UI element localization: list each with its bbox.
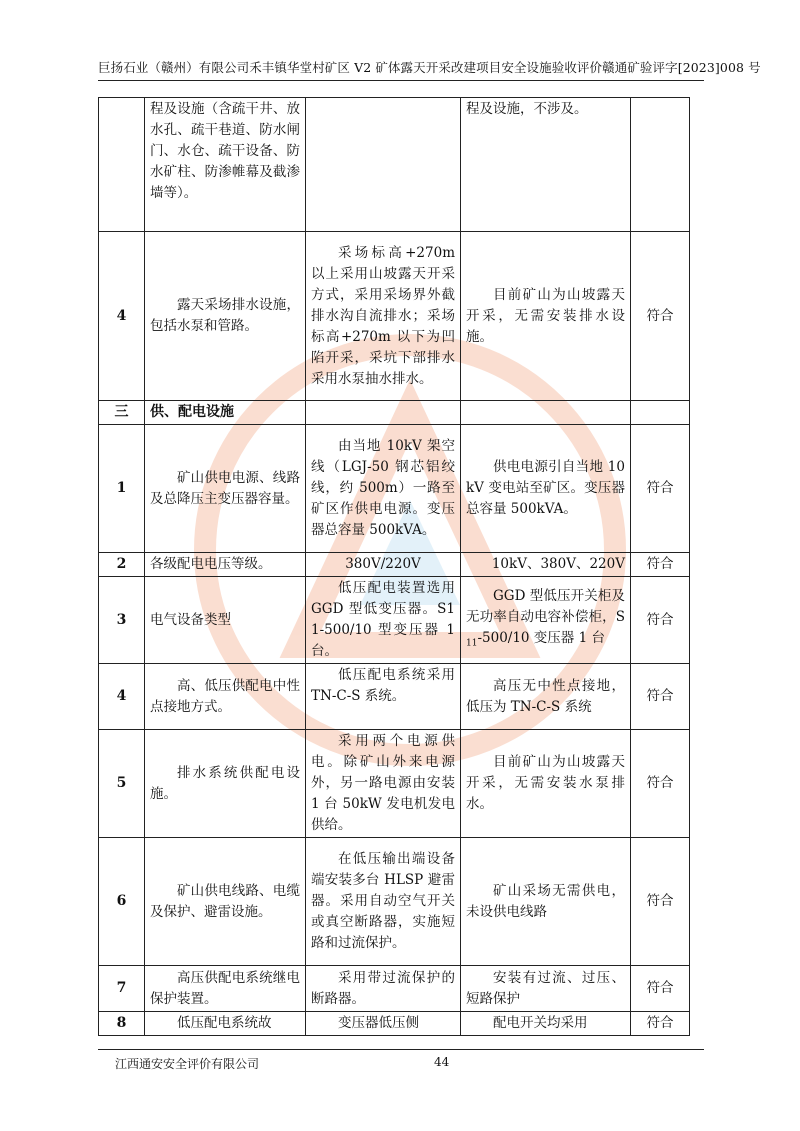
- table-row: [99, 664, 690, 730]
- model-subscript: 11: [466, 638, 478, 649]
- actual-status-text: -500/10 变压器 1 台: [477, 629, 605, 646]
- actual-status: 安装有过流、过压、短路保护: [461, 966, 631, 1012]
- actual-status: 目前矿山为山坡露天开采，无需安装水泵排水。: [461, 730, 631, 838]
- design-requirement: 由当地 10kV 架空线（LGJ-50 钢芯铝绞线，约 500m）一路至矿区作供电电源。变压器总容量 500kVA。: [306, 425, 461, 553]
- section-row: [99, 401, 690, 425]
- header-divider: [98, 80, 704, 81]
- row-number: 8: [99, 1012, 145, 1036]
- conclusion: 符合: [631, 553, 690, 577]
- running-header: 巨扬石业（赣州）有限公司禾丰镇华堂村矿区 V2 矿体露天开采改建项目安全设施验收评价赣通矿验评字[2023]008 号: [98, 60, 761, 75]
- design-requirement: 变压器低压侧: [306, 1012, 461, 1036]
- conclusion: 符合: [631, 664, 690, 730]
- design-requirement: 低压配电装置选用 GGD 型低变压器。S11-500/10 型变压器 1 台。: [306, 577, 461, 664]
- conclusion: 符合: [631, 425, 690, 553]
- row-number: 1: [99, 425, 145, 553]
- actual-status: 10kV、380V、220V: [461, 553, 631, 577]
- actual-status: [461, 577, 631, 664]
- row-number: 4: [99, 232, 145, 401]
- design-requirement: 采用两个电源供电。除矿山外来电源外，另一路电源由安装 1 台 50kW 发电机发电供给。: [306, 730, 461, 838]
- check-item: 露天采场排水设施，包括水泵和管路。: [145, 232, 306, 401]
- check-item: 电气设备类型: [145, 577, 306, 664]
- conclusion: 符合: [631, 577, 690, 664]
- actual-status: 高压无中性点接地，低压为 TN-C-S 系统: [461, 664, 631, 730]
- check-item: 程及设施（含疏干井、放水孔、疏干巷道、防水闸门、水仓、疏干设备、防水矿柱、防渗帷幕及截渗墙等）。: [145, 98, 306, 232]
- table-row: [99, 232, 690, 401]
- check-item: 矿山供电线路、电缆及保护、避雷设施。: [145, 838, 306, 966]
- conclusion: 符合: [631, 966, 690, 1012]
- design-requirement: 采场标高+270m 以上采用山坡露天开采方式，采用采场界外截排水沟自流排水；采场标高+270m 以下为凹陷开采，采坑下部排水采用水泵抽水排水。: [306, 232, 461, 401]
- row-number: 7: [99, 966, 145, 1012]
- conclusion: [631, 98, 690, 232]
- table-row: [99, 98, 690, 232]
- conclusion: 符合: [631, 730, 690, 838]
- check-item: 矿山供电电源、线路及总降压主变压器容量。: [145, 425, 306, 553]
- actual-status: 程及设施，不涉及。: [461, 98, 631, 232]
- design-requirement: 采用带过流保护的断路器。: [306, 966, 461, 1012]
- table-row: [99, 838, 690, 966]
- actual-status-text: GGD 型低压开关柜及无功率自动电容补偿柜，S: [466, 587, 625, 625]
- section-number: 三: [99, 401, 145, 425]
- row-number: [99, 98, 145, 232]
- row-number: 3: [99, 577, 145, 664]
- check-item: 高、低压供配电中性点接地方式。: [145, 664, 306, 730]
- actual-status: 供电电源引自当地 10kV 变电站至矿区。变压器总容量 500kVA。: [461, 425, 631, 553]
- row-number: 5: [99, 730, 145, 838]
- actual-status: 矿山采场无需供电，未设供电线路: [461, 838, 631, 966]
- table-row: [99, 966, 690, 1012]
- design-requirement: 低压配电系统采用 TN-C-S 系统。: [306, 664, 461, 730]
- row-number: 2: [99, 553, 145, 577]
- section-title: 供、配电设施: [145, 401, 306, 425]
- check-item: 各级配电电压等级。: [145, 553, 306, 577]
- row-number: 4: [99, 664, 145, 730]
- table-row: [99, 730, 690, 838]
- footer-company: 江西通安安全评价有限公司: [115, 1057, 260, 1071]
- table-row: [99, 1012, 690, 1036]
- check-item: 高压供配电系统继电保护装置。: [145, 966, 306, 1012]
- conclusion: 符合: [631, 232, 690, 401]
- table-row: [99, 553, 690, 577]
- row-number: 6: [99, 838, 145, 966]
- table-row: [99, 577, 690, 664]
- conclusion: 符合: [631, 1012, 690, 1036]
- check-item: 低压配电系统故: [145, 1012, 306, 1036]
- check-item: 排水系统供配电设施。: [145, 730, 306, 838]
- page-number: 44: [434, 1055, 450, 1069]
- actual-status: 目前矿山为山坡露天开采，无需安装排水设施。: [461, 232, 631, 401]
- conclusion: 符合: [631, 838, 690, 966]
- evaluation-table: [98, 97, 690, 1036]
- design-requirement: 在低压输出端设备端安装多台 HLSP 避雷器。采用自动空气开关或真空断路器，实施短路和过流保护。: [306, 838, 461, 966]
- actual-status: 配电开关均采用: [461, 1012, 631, 1036]
- design-requirement: [306, 98, 461, 232]
- table-row: [99, 425, 690, 553]
- footer-divider: [98, 1049, 704, 1050]
- design-requirement: 380V/220V: [306, 553, 461, 577]
